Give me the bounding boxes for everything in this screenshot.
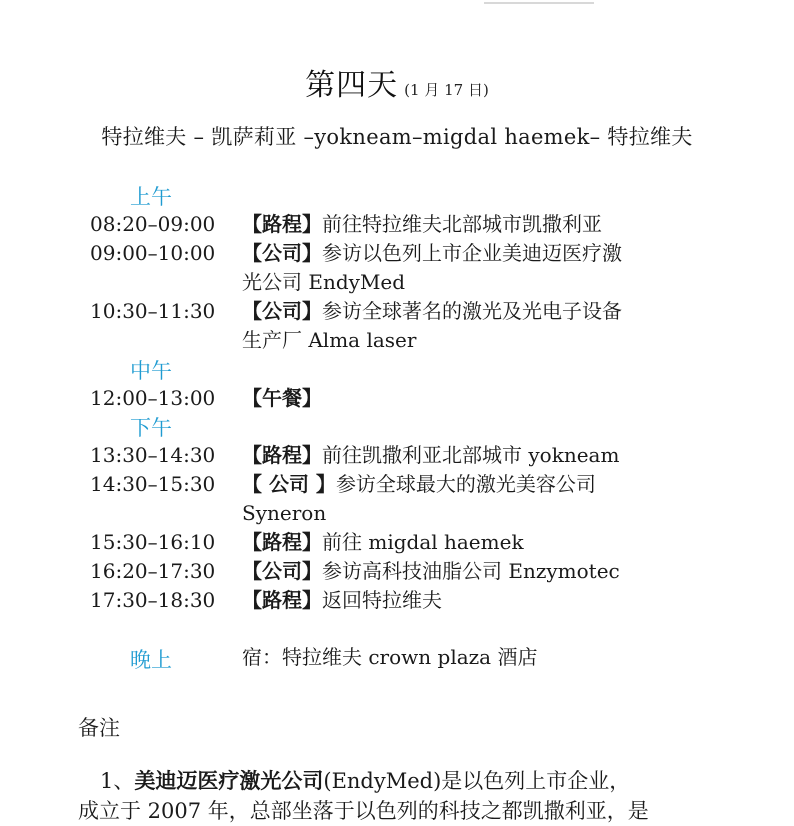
schedule-desc: [242, 557, 722, 586]
schedule-text: 参访以色列上市企业美迪迈医疗激: [322, 241, 622, 265]
schedule-desc: [242, 384, 722, 413]
note-company: 美迪迈医疗激光公司: [134, 768, 324, 793]
schedule-desc: [242, 528, 722, 557]
evening-lodging: [242, 643, 722, 672]
schedule-tag: 【公司】: [242, 299, 322, 323]
schedule-time: 10:30–11:30: [90, 299, 216, 323]
schedule-desc: [242, 210, 722, 239]
day-title-date: (1 月 17 日): [404, 81, 489, 99]
schedule-time: 12:00–13:00: [90, 386, 216, 410]
schedule-tag: 【公司】: [242, 241, 322, 265]
schedule-desc: [242, 586, 722, 615]
schedule-tag: 【路程】: [242, 588, 322, 612]
schedule-desc: [242, 470, 722, 528]
schedule-desc: [242, 441, 722, 470]
schedule-tag: 【路程】: [242, 212, 322, 236]
schedule-time: 13:30–14:30: [90, 443, 216, 467]
schedule-text: 参访高科技油脂公司 Enzymotec: [322, 559, 620, 583]
schedule-text-continued: 光公司 EndyMed: [242, 270, 406, 294]
notes-body: [78, 766, 728, 826]
evening-text: 宿：特拉维夫 crown plaza 酒店: [242, 645, 538, 669]
schedule-time: 15:30–16:10: [90, 530, 216, 554]
schedule-time: 08:20–09:00: [90, 212, 216, 236]
section-evening: 晚上: [130, 648, 172, 672]
notes-title: 备注: [78, 716, 120, 740]
schedule-tag: 【公司】: [242, 559, 322, 583]
schedule-text: 参访全球著名的激光及光电子设备: [322, 299, 622, 323]
note-text: (EndyMed)是以色列上市企业，: [323, 769, 631, 793]
schedule-text-continued: Syneron: [242, 501, 327, 525]
schedule-text-continued: 生产厂 Alma laser: [242, 328, 417, 352]
schedule-time: 17:30–18:30: [90, 588, 216, 612]
section-noon: 中午: [130, 359, 172, 383]
schedule-text: 返回特拉维夫: [322, 588, 442, 612]
schedule-time: 16:20–17:30: [90, 559, 216, 583]
day-title: [0, 60, 794, 104]
route-line: 特拉维夫 – 凯萨莉亚 –yokneam–migdal haemek– 特拉维夫: [101, 125, 693, 149]
section-afternoon: 下午: [130, 416, 172, 440]
schedule-text: 前往凯撒利亚北部城市 yokneam: [322, 443, 620, 467]
schedule-tag: 【路程】: [242, 443, 322, 467]
note-text-continued: 成立于 2007 年，总部坐落于以色列的科技之都凯撒利亚，是: [78, 799, 649, 823]
schedule-text: 参访全球最大的激光美容公司: [335, 472, 596, 496]
schedule-desc: [242, 239, 722, 297]
schedule-time: 09:00–10:00: [90, 241, 216, 265]
schedule-tag: 【路程】: [242, 530, 322, 554]
schedule-desc: [242, 297, 722, 355]
schedule-tag: 【 公司 】: [242, 472, 336, 496]
schedule-text: 前往特拉维夫北部城市凯撒利亚: [322, 212, 602, 236]
note-number: 1、: [100, 769, 135, 793]
cropped-page-edge: [484, 0, 594, 4]
schedule-tag: 【午餐】: [242, 386, 322, 410]
schedule-text: 前往 migdal haemek: [322, 530, 524, 554]
day-title-main: 第四天: [305, 68, 399, 103]
schedule-time: 14:30–15:30: [90, 472, 216, 496]
section-morning: 上午: [130, 185, 172, 209]
